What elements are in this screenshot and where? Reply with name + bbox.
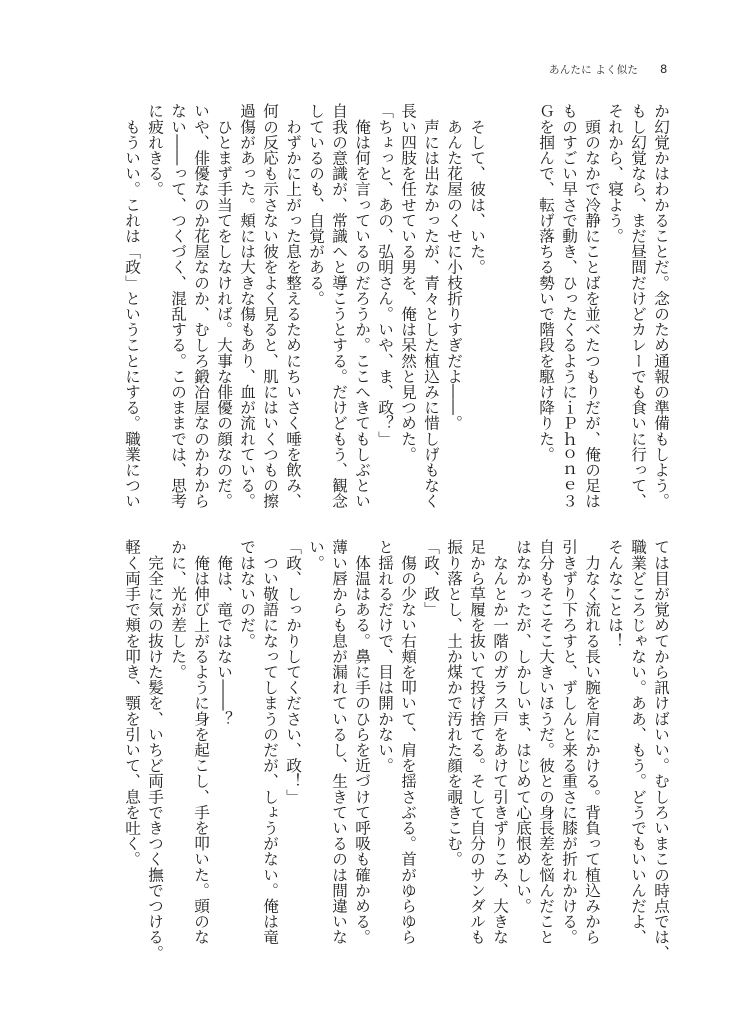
text-line: もし幻覚なら、まだ昼間だけどカレーでも食いに行って、 (629, 103, 647, 509)
text-line: 「政、政」 (422, 539, 440, 617)
text-line: 足から草履を抜いて投げ捨てる。そして自分のサンダルも (468, 539, 486, 945)
text-line: 完全に気の抜けた髪を、いちど両手できつく撫でつける。 (146, 539, 164, 961)
text-line: と揺れるだけで、目は開かない。 (376, 539, 394, 773)
text-line: いや、俳優なのか花屋なのか、むしろ鍛冶屋なのかわから (192, 103, 210, 509)
text-line: 傷の少ない右頬を叩いて、肩を揺さぶる。首がゆらゆら (399, 539, 417, 945)
text-line: そんなことは！ (606, 539, 624, 649)
text-line: 自分もそこそこ大きいほうだ。彼との身長差を悩んだこと (537, 539, 555, 945)
text-line: 頭のなかで冷静にことばを並べたつもりだが、俺の足は (583, 103, 601, 509)
text-line: 職業どころじゃない。ああ、もう。どうでもいいんだよ、 (629, 539, 647, 945)
text-line: 力なく流れる長い腕を肩にかける。背負って植込みから (583, 539, 601, 945)
text-line: つい敬語になってしまうのだが、しょうがない。俺は竜 (261, 539, 279, 945)
text-line: あんた花屋のくせに小枝折りすぎだよ――。 (445, 103, 463, 431)
text-line: 「政、しっかりしてください、政！」 (284, 539, 302, 805)
text-line: い。 (307, 539, 325, 571)
text-line: ひとまず手当てをしなければ。大事な俳優の顔なのだ。 (215, 103, 233, 509)
blank-line (511, 103, 534, 515)
blank-line (488, 103, 511, 515)
text-line: 何の反応も示さない彼をよく見ると、肌にはいくつもの擦 (261, 103, 279, 509)
lower-text-block (119, 539, 672, 961)
page-number: 8 (660, 62, 668, 76)
text-line: はなかったが、しかしいま、はじめて心底恨めしい。 (514, 539, 532, 914)
text-line: ものすごい早さで動き、ひったくるようにｉＰｈｏｎｅ３ (560, 103, 578, 509)
text-line: 俺は、竜ではない――？ (215, 539, 233, 727)
text-line: そして、彼は、いた。 (468, 103, 486, 275)
text-line: 過傷があった。頬には大きな傷もあり、血が流れている。 (238, 103, 256, 509)
text-line: わずかに上がった息を整えるためにちいさく唾を飲み、 (284, 103, 302, 509)
text-line: ではないのだ。 (238, 539, 256, 649)
text-line: 軽く両手で頬を叩き、顎を引いて、息を吐く。 (123, 539, 141, 867)
text-line: 引きずり下ろすと、ずしんと来る重さに膝が折れかける。 (560, 539, 578, 945)
text-line: それから、寝よう。 (606, 103, 624, 244)
text-line: 振り落とし、土か煤かで汚れた顔を覗きこむ。 (445, 539, 463, 867)
text-line: 長い四肢を任せている男を、俺は呆然と見つめた。 (399, 103, 417, 462)
text-line: ない――って、つくづく、混乱する。このままでは、思考 (169, 103, 187, 509)
text-line: Ｇを掴んで、転げ落ちる勢いで階段を駆け降りた。 (537, 103, 555, 462)
text-line: かに、光が差した。 (169, 539, 187, 680)
text-line: か幻覚かはわかることだ。念のため通報の準備もしよう。 (652, 103, 670, 509)
text-line: 自我の意識が、常識へと導こうとする。だけどもう、観念 (330, 103, 348, 509)
text-line: なんとか一階のガラス戸をあけて引きずりこみ、大きな (491, 539, 509, 945)
text-line: しているのも、自覚がある。 (307, 103, 325, 306)
text-line: もういい。これは「政」ということにする。職業につい (123, 103, 141, 509)
running-header-title: あんたに よく似た (549, 64, 639, 76)
text-line: ては目が覚めてから訊けばいい。むしろいまこの時点では、 (652, 539, 670, 961)
text-line: 声には出なかったが、青々とした植込みに惜しげもなく (422, 103, 440, 509)
text-line: 体温はある。鼻に手のひらを近づけて呼吸も確かめる。 (353, 539, 371, 945)
upper-text-block (119, 103, 672, 515)
text-line: 俺は伸び上がるように身を起こし、手を叩いた。頭のな (192, 539, 210, 945)
text-line: 俺は何を言っているのだろうか。ここへきてもしぶとい (353, 103, 371, 509)
text-line: に疲れきる。 (146, 103, 164, 197)
text-line: 「ちょっと、あの、弘明さん。いや、ま、政？」 (376, 103, 394, 447)
text-line: 薄い唇からも息が漏れているし、生きているのは間違いな (330, 539, 348, 945)
